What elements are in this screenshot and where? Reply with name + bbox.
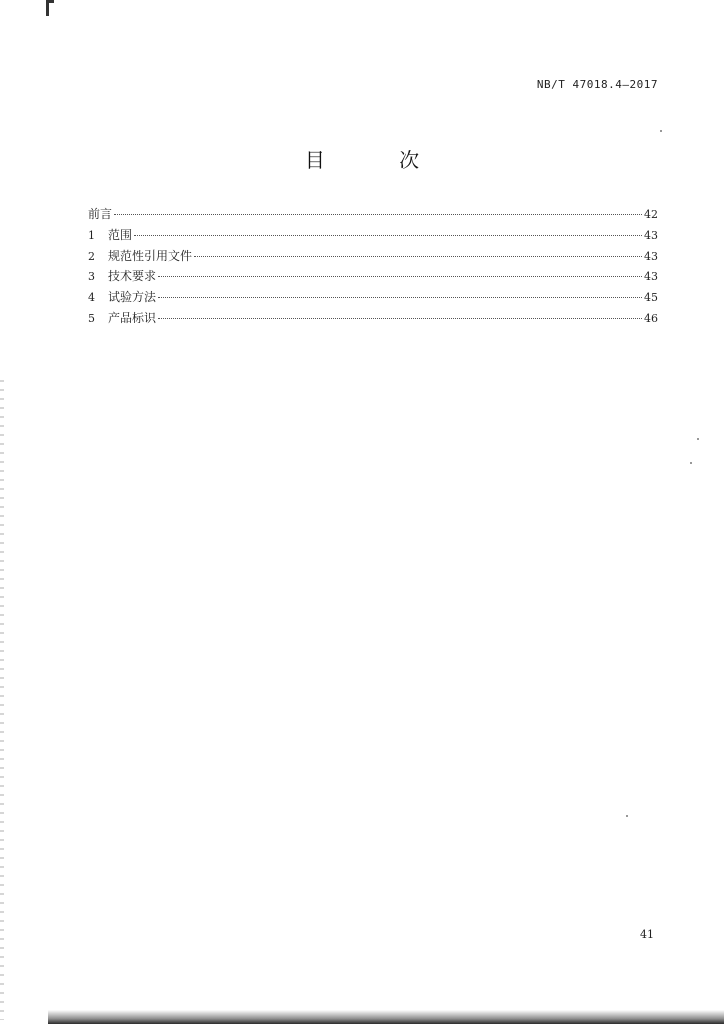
toc-entry-number: 5	[88, 311, 95, 325]
toc-entry-foreword[interactable]	[88, 205, 658, 226]
scan-corner-mark	[46, 0, 54, 16]
scan-left-edge	[0, 380, 4, 1020]
toc-entry-number: 3	[88, 270, 95, 284]
toc-entry-label: 范围	[108, 227, 133, 242]
toc-title: 目 次	[304, 148, 454, 172]
scan-bottom-edge	[48, 1010, 724, 1024]
toc-entry-number: 2	[88, 249, 95, 263]
toc-entry-number: 4	[88, 291, 95, 305]
toc-entry-page: 43	[644, 270, 658, 284]
toc-entry-product-marking[interactable]	[88, 309, 658, 330]
page-number: 41	[640, 928, 654, 941]
toc-entry-page: 43	[644, 249, 658, 263]
toc-entry-label: 试验方法	[108, 290, 157, 305]
toc-leader-dots	[194, 256, 642, 257]
toc-entry-page: 42	[644, 208, 658, 221]
scan-speck	[626, 815, 628, 817]
toc-leader-dots	[158, 318, 642, 319]
toc-leader-dots	[158, 297, 642, 298]
toc-entry-test-methods[interactable]	[88, 288, 658, 309]
scan-speck	[697, 438, 699, 440]
scan-speck	[660, 130, 662, 132]
table-of-contents	[88, 205, 658, 330]
toc-entry-label: 规范性引用文件	[108, 248, 193, 263]
toc-leader-dots	[158, 276, 642, 277]
toc-entry-number: 1	[88, 228, 95, 242]
toc-entry-label: 技术要求	[108, 269, 157, 284]
toc-leader-dots	[134, 235, 642, 236]
toc-entry-scope[interactable]	[88, 226, 658, 247]
toc-entry-page: 45	[644, 291, 658, 305]
toc-entry-label: 产品标识	[108, 310, 157, 325]
toc-leader-dots	[114, 214, 642, 215]
toc-entry-normative-references[interactable]	[88, 247, 658, 268]
toc-entry-technical-requirements[interactable]	[88, 267, 658, 288]
standard-code-header: NB/T 47018.4—2017	[536, 78, 658, 91]
toc-entry-label: 前言	[88, 207, 113, 221]
scan-speck	[690, 462, 692, 464]
toc-entry-page: 43	[644, 228, 658, 242]
toc-entry-page: 46	[644, 311, 658, 325]
